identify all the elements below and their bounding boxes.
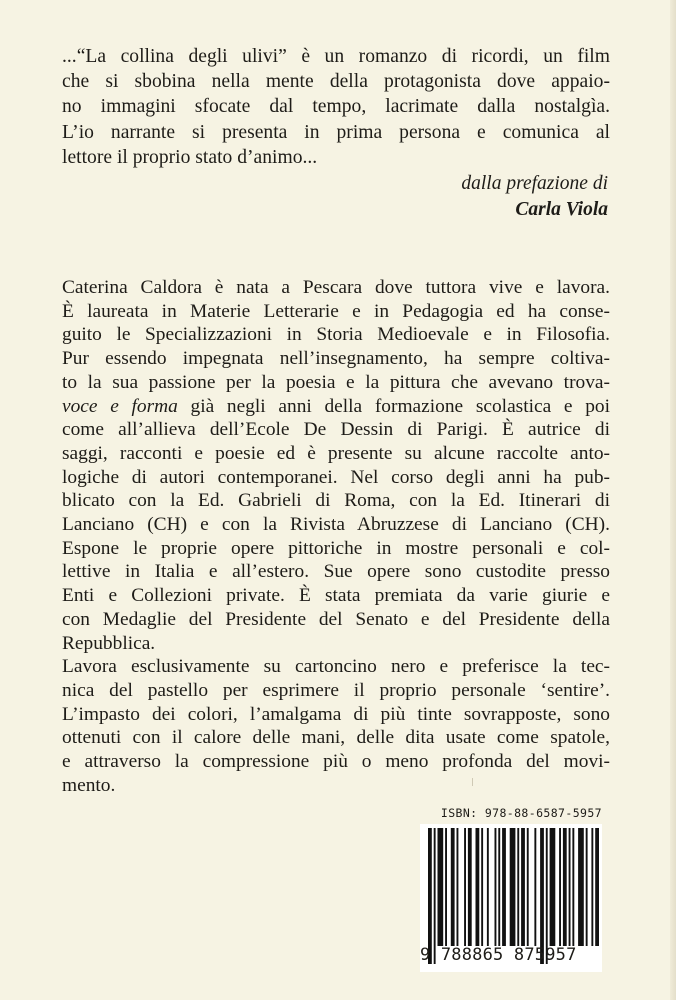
bio-line: con Medaglie del Presidente del Senato e del Presidente della bbox=[62, 608, 610, 630]
barcode-bar bbox=[438, 828, 444, 946]
barcode-bar bbox=[546, 828, 548, 964]
isbn-label: ISBN: 978-88-6587-5957 bbox=[440, 806, 602, 820]
bio-line: saggi, racconti e poesie ed è presente su alcune raccolte anto- bbox=[62, 442, 610, 464]
bio-line: nica del pastello per esprimere il proprio personale ‘sentire’. bbox=[62, 679, 610, 701]
bio-italic-phrase: voce e forma bbox=[62, 395, 178, 417]
barcode-bar bbox=[534, 828, 536, 946]
attribution-prefix: dalla prefazione di bbox=[461, 173, 608, 194]
barcode-bar bbox=[517, 828, 519, 946]
barcode-bar bbox=[502, 828, 506, 946]
barcode-bar bbox=[510, 828, 516, 946]
bio-line: Lavora esclusivamente su cartoncino nero e preferisce la tec- bbox=[62, 656, 610, 678]
attribution-author: Carla Viola bbox=[515, 199, 608, 220]
excerpt-line: no immagini sfocate dal tempo, lacrimate dalla nostalgìa. bbox=[62, 96, 610, 118]
print-mark bbox=[472, 778, 473, 786]
page-edge bbox=[670, 0, 676, 1000]
barcode-bar bbox=[481, 828, 483, 946]
barcode-bar bbox=[595, 828, 599, 946]
bio-line-rest: già negli anni della formazione scolastica e poi bbox=[177, 395, 610, 417]
preface-attribution bbox=[461, 171, 608, 223]
bio-line: Caterina Caldora è nata a Pescara dove tuttora vive e lavora. bbox=[62, 277, 610, 298]
bio-line: Lanciano (CH) e con la Rivista Abruzzese di Lanciano (CH). bbox=[62, 514, 610, 536]
barcode-bar bbox=[563, 828, 567, 946]
preface-excerpt bbox=[62, 44, 610, 170]
bio-line: e attraverso la compressione più o meno profonda del movi- bbox=[62, 751, 610, 773]
bio-line: L’impasto dei colori, l’amalgama di più tinte sovrapposte, sono bbox=[62, 703, 610, 725]
bio-line: logiche di autori contemporanei. Nel corso degli anni ha pub- bbox=[62, 466, 610, 488]
barcode-bar bbox=[451, 828, 455, 946]
bio-line: mento. bbox=[62, 774, 116, 796]
bio-line: lettive in Italia e all’estero. Sue opere sono custodite presso bbox=[62, 561, 610, 583]
barcode-bar bbox=[527, 828, 529, 946]
barcode-bar bbox=[434, 828, 436, 964]
barcode-bar bbox=[572, 828, 574, 946]
bio-line: to la sua passione per la poesia e la pittura che avevano trova- bbox=[62, 371, 610, 393]
barcode-bar bbox=[521, 828, 525, 946]
bio-line: Repubblica. bbox=[62, 632, 156, 654]
barcode-bar bbox=[578, 828, 584, 946]
bio-line: blicato con la Ed. Gabrieli di Roma, con la Ed. Itinerari di bbox=[62, 490, 610, 512]
barcode-bar bbox=[498, 828, 500, 946]
barcode-bar bbox=[464, 828, 466, 946]
barcode-bar bbox=[550, 828, 556, 946]
barcode-bar bbox=[487, 828, 489, 946]
excerpt-line: ...“La collina degli ulivi” è un romanzo di ricordi, un film bbox=[62, 46, 610, 67]
barcode-bar bbox=[569, 828, 571, 946]
excerpt-line: L’io narrante si presenta in prima persona e comunica al bbox=[62, 121, 610, 143]
barcode-bar bbox=[591, 828, 593, 946]
barcode-bar bbox=[445, 828, 447, 946]
barcode-bar bbox=[476, 828, 480, 946]
bio-line: Espone le proprie opere pittoriche in mostre personali e col- bbox=[62, 537, 610, 559]
bio-line: Pur essendo impegnata nell’insegnamento, ha sempre coltiva- bbox=[62, 348, 610, 370]
bio-line: Enti e Collezioni private. È stata premiata da varie giurie e bbox=[62, 585, 610, 607]
barcode-bar bbox=[457, 828, 459, 946]
excerpt-line: lettore il proprio stato d’animo... bbox=[62, 146, 318, 168]
bio-line: È laureata in Materie Letterarie e in Pedagogia ed ha conse- bbox=[62, 300, 610, 322]
barcode-bar bbox=[586, 828, 588, 946]
bio-line: guito le Specializzazioni in Storia Medioevale e in Filosofia. bbox=[62, 324, 610, 346]
barcode-bar bbox=[559, 828, 561, 946]
author-biography bbox=[62, 276, 610, 797]
bio-line: ottenuti con il calore delle mani, delle dita usate come spatole, bbox=[62, 727, 610, 749]
barcode-bar bbox=[468, 828, 472, 946]
excerpt-line: che si sbobina nella mente della protagonista dove appaio- bbox=[62, 71, 610, 93]
barcode-bar bbox=[540, 828, 544, 964]
barcode-bar bbox=[495, 828, 497, 946]
barcode-digits: 9 788865 875957 bbox=[420, 945, 577, 965]
bio-line: come all’allieva dell’Ecole De Dessin di Parigi. È autrice di bbox=[62, 419, 610, 441]
bio-line bbox=[62, 395, 610, 419]
barcode-bar bbox=[428, 828, 432, 964]
